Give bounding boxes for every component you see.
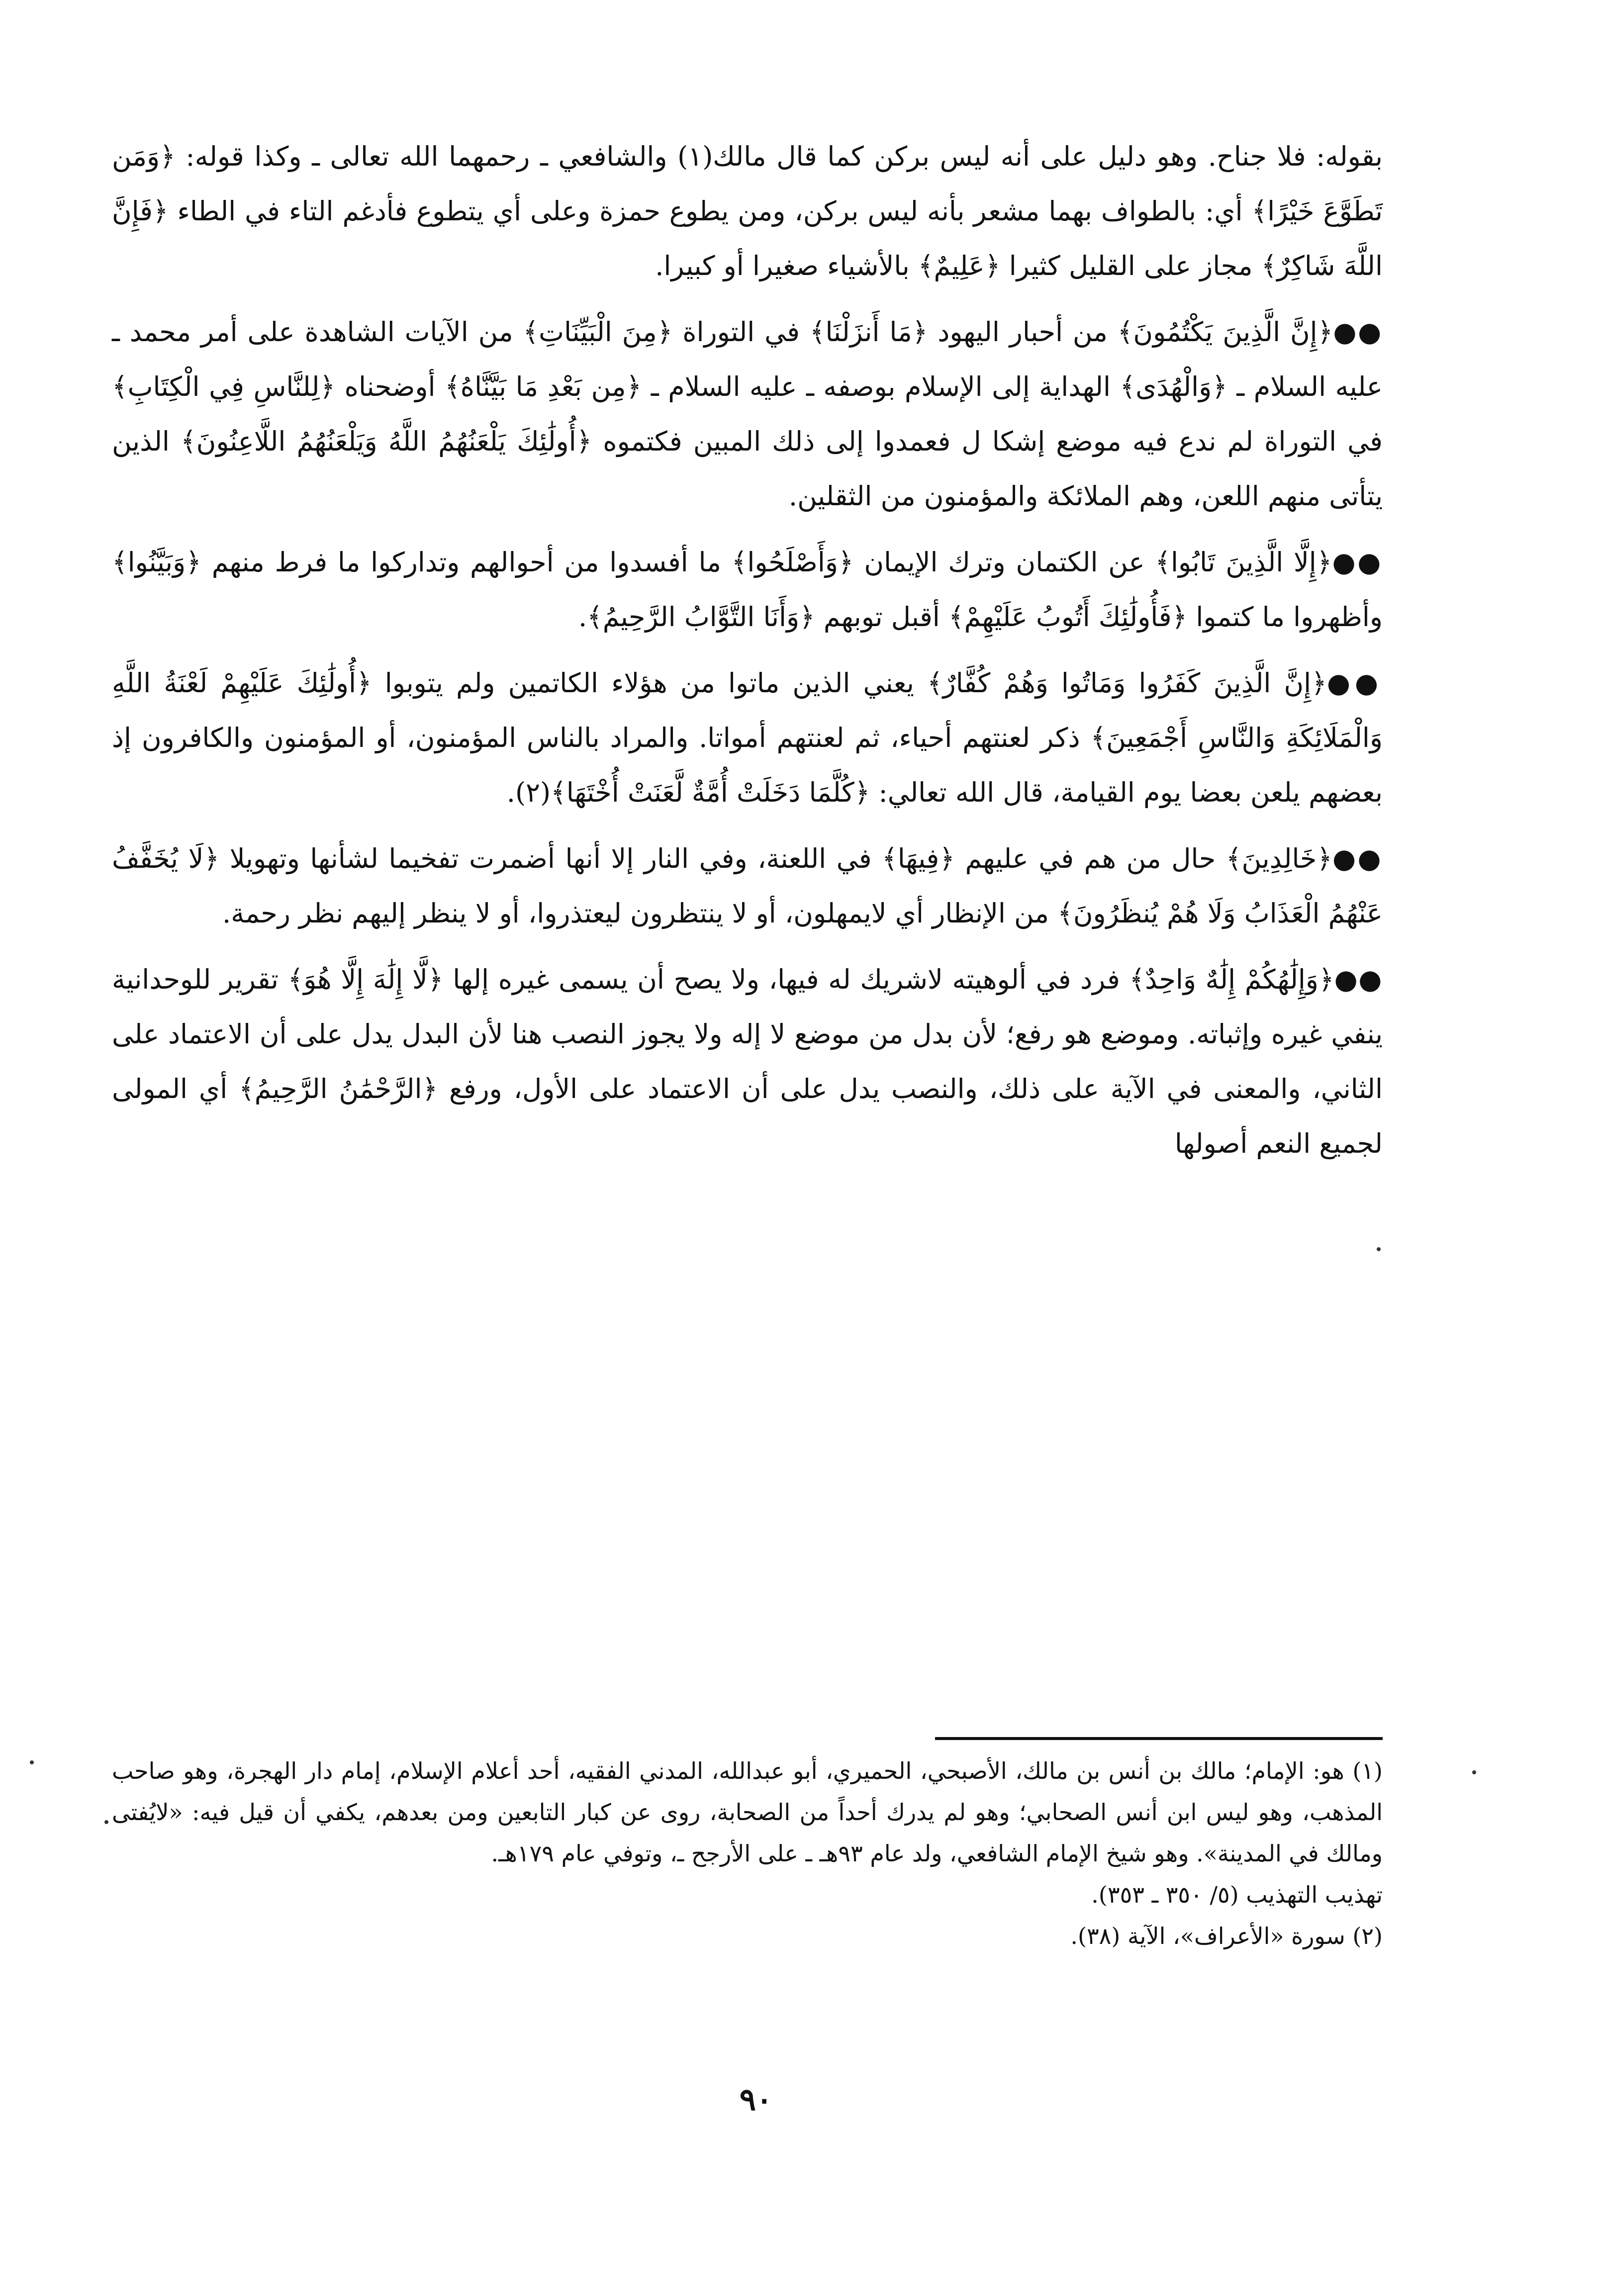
verse-bullet-icon: ●● [1334,963,1383,995]
footnote-divider [935,1737,1383,1740]
paragraph-text: ﴿خَالِدِينَ﴾ حال من هم في عليهم ﴿فِيهَا﴾ في اللعنة، وفي النار إلا أنها أضمرت تفخيما لشأنها وتهويلا ﴿لَا يُخَفَّفُ عَنْهُمُ الْعَذَابُ وَلَا هُمْ يُنظَرُونَ﴾ من الإنظار أي لايمهلون، أو لا ينتظرون ليعتذروا، أو لا ينظر إليهم نظر رحمة. [112,843,1383,929]
footnote-1: (١) هو: الإمام؛ مالك بن أنس بن مالك، الأصبحي، الحميري، أبو عبدالله، المدني الفقيه، أحد أعلام الإسلام، إمام دار الهجرة، وهو صاحب المذهب، وهو ليس ابن أنس الصحابي؛ وهو لم يدرك أحداً من الصحابة، روى عن كبار التابعين ومن بعدهم، يكفي أن قيل فيه: «لايُفتى ومالك في المدينة». وهو شيخ الإمام الشافعي، ولد عام ٩٣هـ ـ على الأرجح ـ، وتوفي عام ١٧٩هـ. [112,1757,1383,1867]
paragraph-6 [112,952,1383,1171]
verse-bullet-icon: ●● [1333,316,1383,348]
scan-speck [30,1760,34,1764]
paragraph-4 [112,655,1383,820]
paragraph-text: ﴿إِنَّ الَّذِينَ كَفَرُوا وَمَاتُوا وَهُمْ كُفَّارٌ﴾ يعني الذين ماتوا من هؤلاء الكاتمين ولم يتوبوا ﴿أُولَٰئِكَ عَلَيْهِمْ لَعْنَةُ اللَّهِ وَالْمَلَائِكَةِ وَالنَّاسِ أَجْمَعِينَ﴾ ذكر لعنتهم أحياء، ثم لعنتهم أمواتا. والمراد بالناس المؤمنون، أو المؤمنون والكافرون إذ بعضهم يلعن بعضا يوم القيامة، قال الله تعالي: ﴿كُلَّمَا دَخَلَتْ أُمَّةٌ لَّعَنَتْ أُخْتَهَا﴾(٢). [112,667,1383,808]
verse-bullet-icon: ●● [1332,546,1383,578]
scan-speck [104,1820,108,1824]
scan-speck [1377,1247,1381,1251]
footnote-reference: تهذيب التهذيب (٥/ ٣٥٠ ـ ٣٥٣). [1091,1881,1383,1908]
paragraph-text: ﴿إِنَّ الَّذِينَ يَكْتُمُونَ﴾ من أحبار اليهود ﴿مَا أَنزَلْنَا﴾ في التوراة ﴿مِنَ الْبَيِّنَاتِ﴾ من الآيات الشاهدة على أمر محمد ـ عليه السلام ـ ﴿وَالْهُدَى﴾ الهداية إلى الإسلام بوصفه ـ عليه السلام ـ ﴿مِن بَعْدِ مَا بَيَّنَّاهُ﴾ أوضحناه ﴿لِلنَّاسِ فِي الْكِتَابِ﴾ في التوراة لم ندع فيه موضع إشكا ل فعمدوا إلى ذلك المبين فكتموه ﴿أُولَٰئِكَ يَلْعَنُهُمُ اللَّهُ وَيَلْعَنُهُمُ اللَّاعِنُونَ﴾ الذين يتأتى منهم اللعن، وهم الملائكة والمؤمنون من الثقلين. [112,316,1383,512]
paragraph-3 [112,535,1383,644]
main-text-body [112,129,1383,1182]
page-number: ٩٠ [739,2081,773,2117]
verse-bullet-icon: ●● [1326,667,1383,699]
paragraph-text: ﴿وَإِلَٰهُكُمْ إِلَٰهٌ وَاحِدٌ﴾ فرد في ألوهيته لاشريك له فيها، ولا يصح أن يسمى غيره إلها ﴿لَّا إِلَٰهَ إِلَّا هُوَ﴾ تقرير للوحدانية ينفي غيره وإثباته. وموضع هو رفع؛ لأن بدل من موضع لا إله ولا يجوز النصب هنا لأن البدل يدل على أن الاعتماد على الثاني، والمعنى في الآية على ذلك، والنصب يدل على أن الاعتماد على الأول، ورفع ﴿الرَّحْمَٰنُ الرَّحِيمُ﴾ أي المولى لجميع النعم أصولها [112,964,1383,1159]
paragraph-5 [112,831,1383,941]
scan-speck [1472,1770,1476,1774]
paragraph-1 [112,129,1383,293]
paragraph-text: بقوله: فلا جناح. وهو دليل على أنه ليس بركن كما قال مالك(١) والشافعي ـ رحمهما الله تعالى ـ وكذا قوله: ﴿وَمَن تَطَوَّعَ خَيْرًا﴾ أي: بالطواف بهما مشعر بأنه ليس بركن، ومن يطوع حمزة وعلى أي يتطوع فأدغم التاء في الطاء ﴿فَإِنَّ اللَّهَ شَاكِرٌ﴾ مجاز على القليل كثيرا ﴿عَلِيمٌ﴾ بالأشياء صغيرا أو كبيرا. [112,141,1383,281]
paragraph-2 [112,304,1383,524]
paragraph-text: ﴿إِلَّا الَّذِينَ تَابُوا﴾ عن الكتمان وترك الإيمان ﴿وَأَصْلَحُوا﴾ ما أفسدوا من أحوالهم وتداركوا ما فرط منهم ﴿وَبَيَّنُوا﴾ وأظهروا ما كتموا ﴿فَأُولَٰئِكَ أَتُوبُ عَلَيْهِمْ﴾ أقبل توبهم ﴿وَأَنَا التَّوَّابُ الرَّحِيمُ﴾. [112,547,1383,633]
footnote-2: (٢) سورة «الأعراف»، الآية (٣٨). [1070,1923,1383,1949]
footnotes-section [112,1750,1383,1957]
verse-bullet-icon: ●● [1332,842,1383,874]
